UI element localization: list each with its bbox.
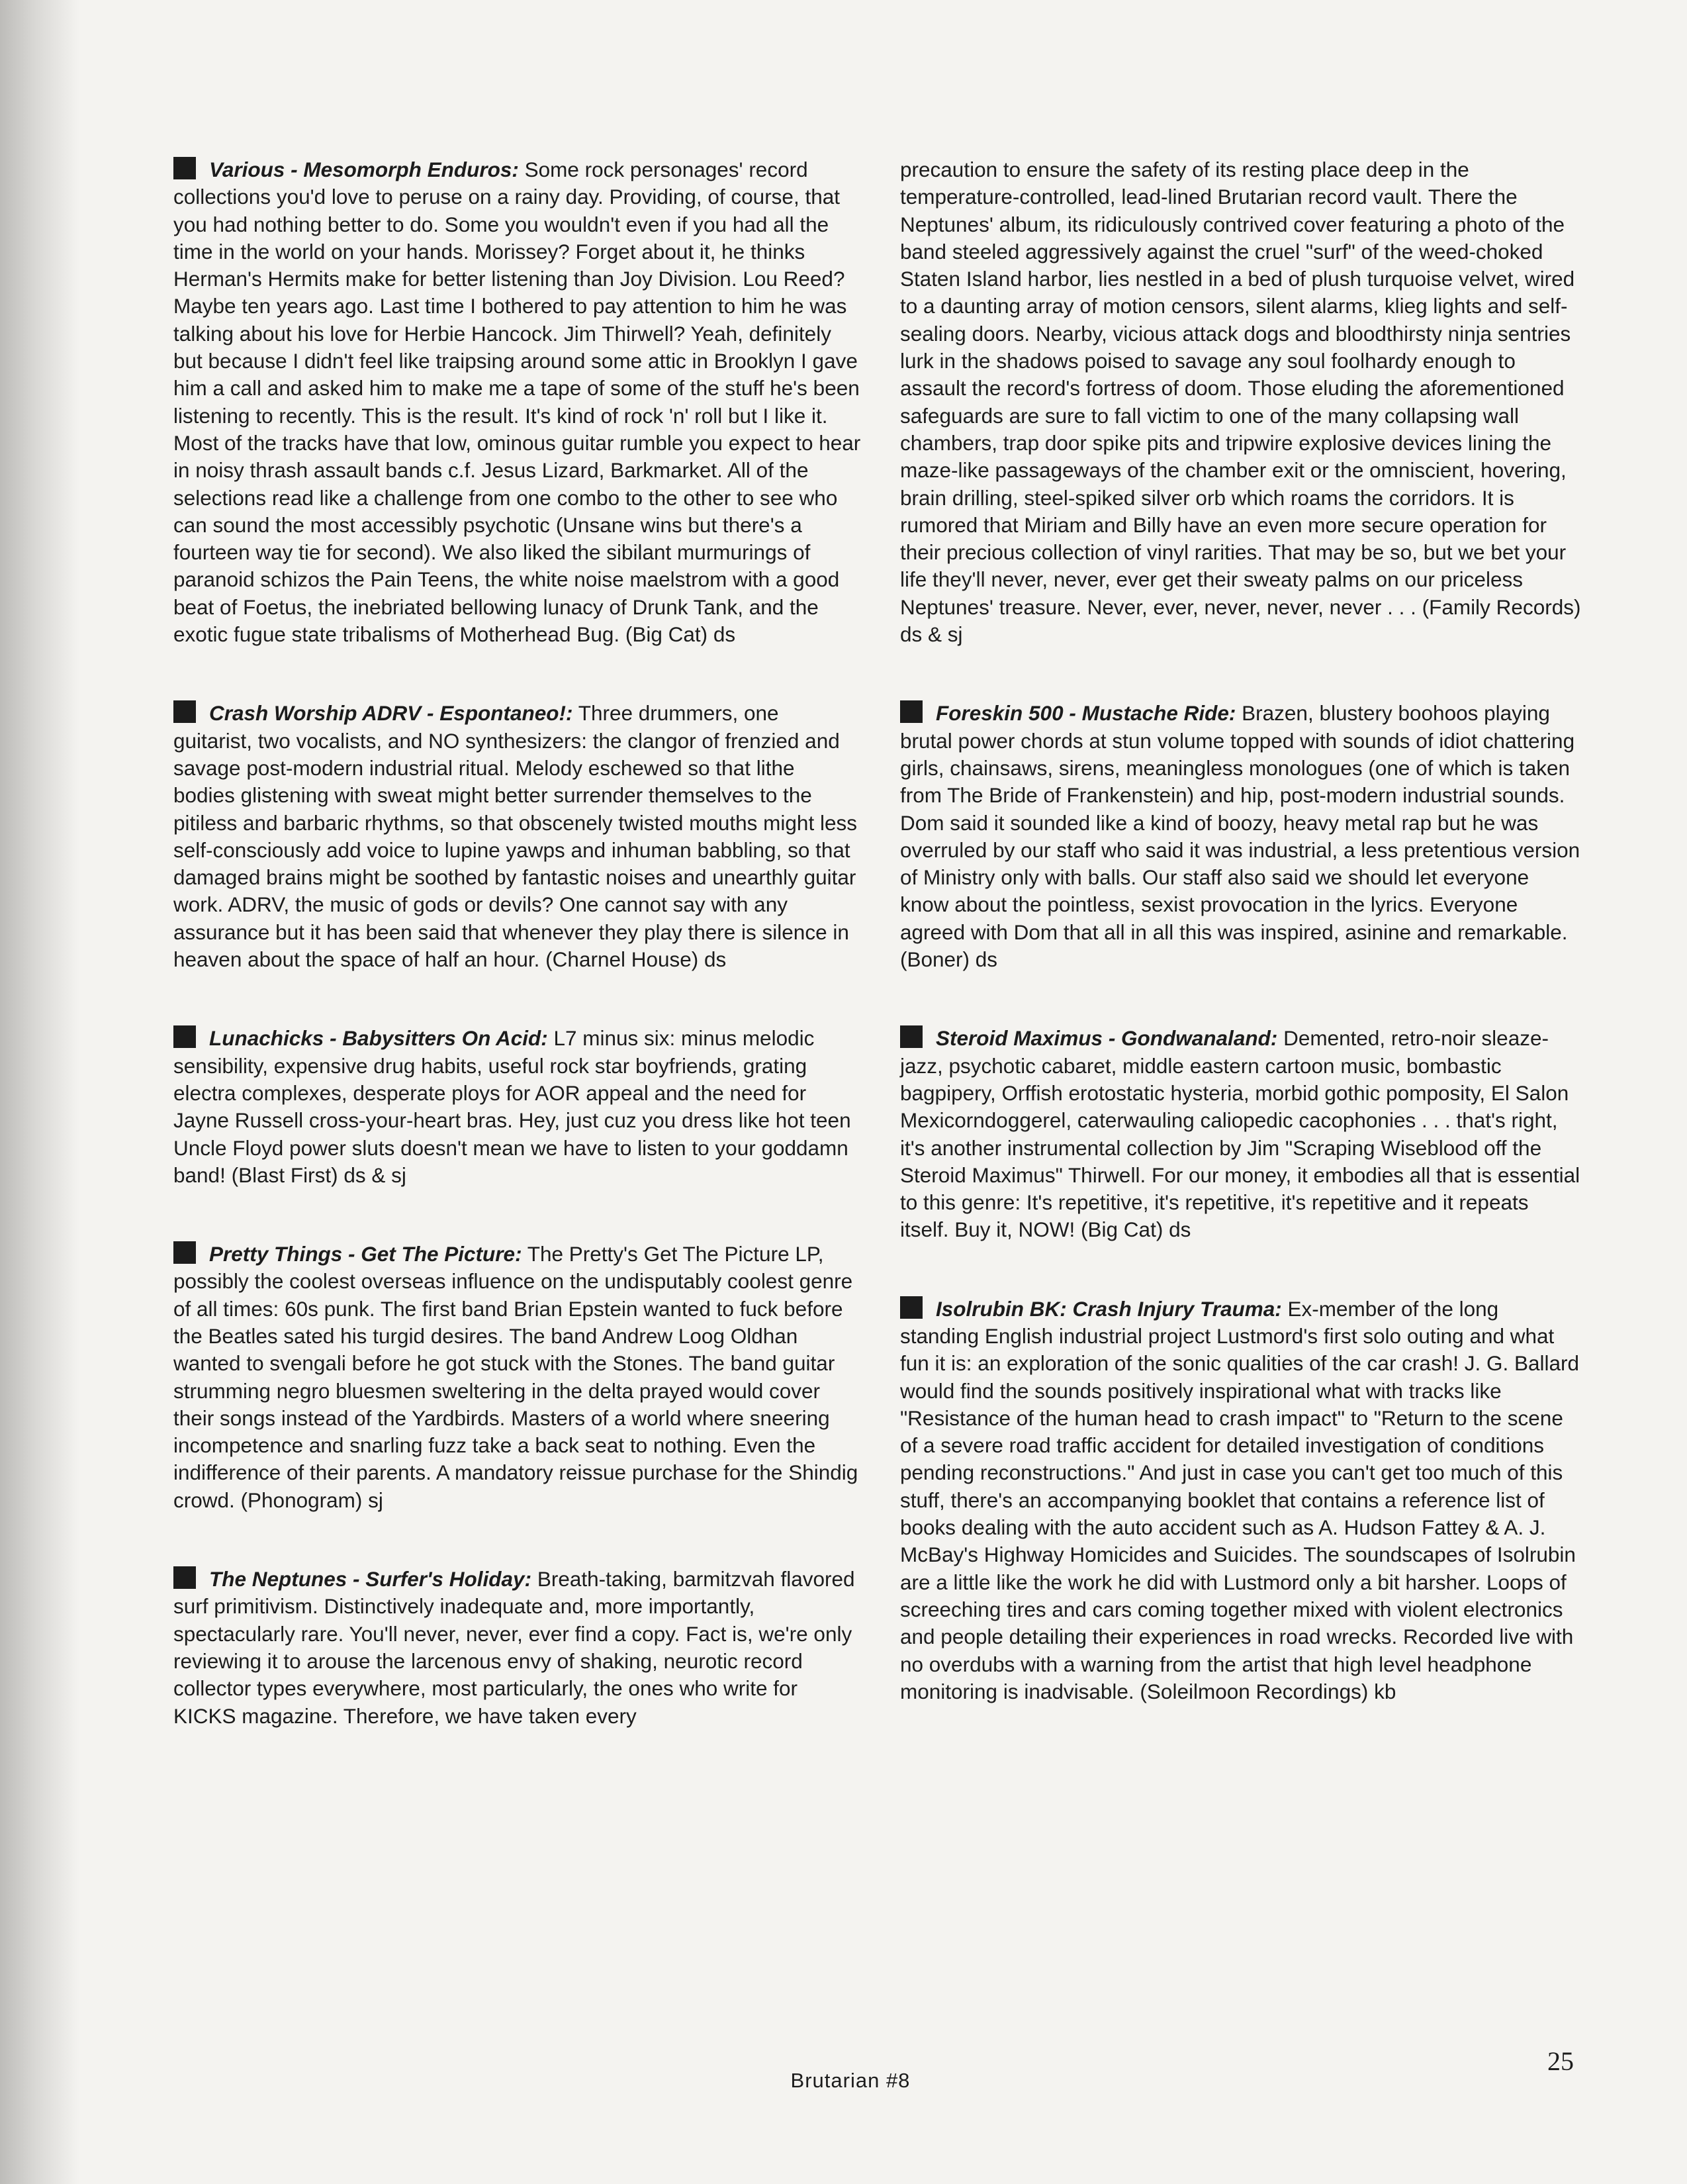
review-title: The Neptunes - Surfer's Holiday: [209,1567,532,1591]
review-lunachicks [173,1025,862,1189]
review-body: The Pretty's Get The Picture LP, possibly the coolest overseas influence on the undisputably coolest genre of all times: 60s punk. The first band Brian Epstein wanted to fuck before the Beatles sated his turgid desires. The band Andrew Loog Oldhan wanted to svengali before he got stuck with the Stones. The band guitar strumming negro bluesmen sweltering in the delta prayed would cover their songs instead of the Yardbirds. Masters of a world where sneering incompetence and snarling fuzz take a back seat to nothing. Even the indifference of their parents. A mandatory reissue purchase for the Shindig crowd. (Phonogram) sj [173,1242,858,1512]
review-bullet-icon [900,1296,923,1319]
review-title: Isolrubin BK: Crash Injury Trauma: [936,1296,1282,1321]
review-title: Various - Mesomorph Enduros: [209,158,519,181]
review-bullet-icon [900,1025,923,1048]
review-bullet-icon [173,700,196,723]
review-body: Breath-taking, barmitzvah flavored surf primitivism. Distinctively inadequate and, more importantly, spectacularly rare. You'll never, never, ever find a copy. Fact is, we're only reviewing it to arouse the larcenous envy of shaking, neurotic record collector types everywhere, most particularly, the ones who write for KICKS magazine. Therefore, we have taken every [173,1567,855,1728]
review-title: Steroid Maximus - Gondwanaland: [936,1026,1278,1051]
left-column [173,156,862,1781]
review-body: Three drummers, one guitarist, two vocalists, and NO synthesizers: the clangor of frenzied and savage post-modern industrial ritual. Melody eschewed so that lithe bodies glistening with sweat might better surrender themselves to the pitiless and barbaric rhythms, so that obscenely twisted mouths might less self-consciously add voice to lupine yawps and inhuman babbling, so that damaged brains might be soothed by fantastic noises and unearthly guitar work. ADRV, the music of gods or devils? One cannot say with any assurance but it has been said that whenever they play there is silence in heaven about the space of half an hour. (Charnel House) ds [173,701,857,972]
review-body: Demented, retro-noir sleaze-jazz, psychotic cabaret, middle eastern cartoon music, bombastic bagpipery, Orffish erotostatic hysteria, morbid gothic pomposity, El Salon Mexicorndoggerel, caterwauling caliopedic cacophonies . . . that's right, it's another instrumental collection by Jim "Scraping Wiseblood off the Steroid Maximus" Thirwell. For our money, it embodies all that is essential to this genre: It's repetitive, it's repetitive, it's repetitive and it repeats itself. Buy it, NOW! (Big Cat) ds [900,1026,1580,1242]
review-pretty-things [173,1241,862,1514]
page-gutter-shadow [0,0,79,2184]
review-bullet-icon [173,157,196,179]
review-neptunes-continued [900,156,1582,648]
right-column [900,156,1582,1757]
review-steroid-maximus [900,1025,1582,1243]
page-number: 25 [1547,2046,1574,2076]
review-title: Foreskin 500 - Mustache Ride: [936,701,1236,726]
review-body-continuation: precaution to ensure the safety of its resting place deep in the temperature-controlled, lead-lined Brutarian record vault. There the Neptunes' album, its ridiculously contrived cover featuring a photo of the band steeled aggressively against the cruel "surf" of the weed-choked Staten Island harbor, lies nestled in a bed of plush turquoise velvet, wired to a daunting array of motion censors, silent alarms, klieg lights and self-sealing doors. Nearby, vicious attack dogs and bloodthirsty ninja sentries lurk in the shadows poised to savage any soul foolhardy enough to assault the record's fortress of doom. Those eluding the aforementioned safeguards are sure to fall victim to one of the many collapsing wall chambers, trap door spike pits and tripwire explosive devices lining the maze-like passageways of the chamber exit or the omniscient, hovering, brain drilling, steel-spiked silver orb which roams the corridors. It is rumored that Miriam and Billy have an even more secure operation for their precious collection of vinyl rarities. That may be so, but we bet your life they'll never, never, ever get their sweaty palms on our priceless Neptunes' treasure. Never, ever, never, never, never . . . (Family Records) ds & sj [900,158,1581,647]
review-title: Crash Worship ADRV - Espontaneo!: [209,701,573,726]
review-bullet-icon [173,1025,196,1048]
review-various-mesomorph [173,156,862,648]
page-footer: Brutarian #8 [790,2069,911,2092]
review-body: L7 minus six: minus melodic sensibility, expensive drug habits, useful rock star boyfriends, grating electra complexes, desperate ploys for AOR appeal and the need for Jayne Russell cross-your-heart bras. Hey, just cuz you dress like hot teen Uncle Floyd power sluts doesn't mean we have to listen to your goddamn band! (Blast First) ds & sj [173,1026,851,1187]
review-body: Ex-member of the long standing English industrial project Lustmord's first solo outing and what fun it is: an exploration of the sonic qualities of the car crash! J. G. Ballard would find the sounds positively inspirational what with tracks like "Resistance of the human head to crash impact" to "Return to the scene of a severe road traffic accident for detailed investigation of conditions pending reconstructions." And just in case you can't get too much of this stuff, there's an accompanying booklet that contains a reference list of books dealing with the auto accident such as A. Hudson Fattey & A. J. McBay's Highway Homicides and Suicides. The soundscapes of Isolrubin are a little like the work he did with Lustmord only a bit harsher. Loops of screeching tires and cars coming together mixed with violent electronics and people detailing their experiences in road wrecks. Recorded live with no overdubs with a warning from the artist that high level headphone monitoring is inadvisable. (Soleilmoon Recordings) kb [900,1296,1580,1703]
review-bullet-icon [173,1241,196,1264]
review-neptunes [173,1566,862,1730]
review-crash-worship [173,700,862,973]
review-body: Brazen, blustery boohoos playing brutal power chords at stun volume topped with sounds of idiot chattering girls, chainsaws, sirens, meaningless monologues (one of which is taken from The Bride of Frankenstein) and hip, post-modern industrial sounds. Dom said it sounded like a kind of boozy, heavy metal rap but he was overruled by our staff who said it was industrial, a less pretentious version of Ministry only with balls. Our staff also said we should let everyone know about the pointless, sexist provocation in the lyrics. Everyone agreed with Dom that all in all this was inspired, asinine and remarkable. (Boner) ds [900,701,1580,972]
review-title: Pretty Things - Get The Picture: [209,1242,522,1266]
review-foreskin-500 [900,700,1582,973]
review-bullet-icon [173,1566,196,1589]
review-body: Some rock personages' record collections you'd love to peruse on a rainy day. Providing, of course, that you had nothing better to do. Some you wouldn't even if you had all the time in the world on your hands. Morissey? Forget about it, he thinks Herman's Hermits make for better listening than Joy Division. Lou Reed? Maybe ten years ago. Last time I bothered to pay attention to him he was talking about his love for Herbie Hancock. Jim Thirwell? Yeah, definitely but because I didn't feel like traipsing around some attic in Brooklyn I gave him a call and asked him to make me a tape of some of the stuff he's been listening to recently. This is the result. It's kind of rock 'n' roll but I like it. Most of the tracks have that low, ominous guitar rumble you expect to hear in noisy thrash assault bands c.f. Jesus Lizard, Barkmarket. All of the selections read like a challenge from one combo to the other to see who can sound the most accessibly psychotic (Unsane wins but there's a fourteen way tie for second). We also liked the sibilant murmurings of paranoid schizos the Pain Teens, the white noise maelstrom with a good beat of Foetus, the inebriated bellowing lunacy of Drunk Tank, and the exotic fugue state tribalisms of Motherhead Bug. (Big Cat) ds [173,158,861,647]
review-isolrubin [900,1296,1582,1705]
review-bullet-icon [900,700,923,723]
review-title: Lunachicks - Babysitters On Acid: [209,1026,548,1051]
